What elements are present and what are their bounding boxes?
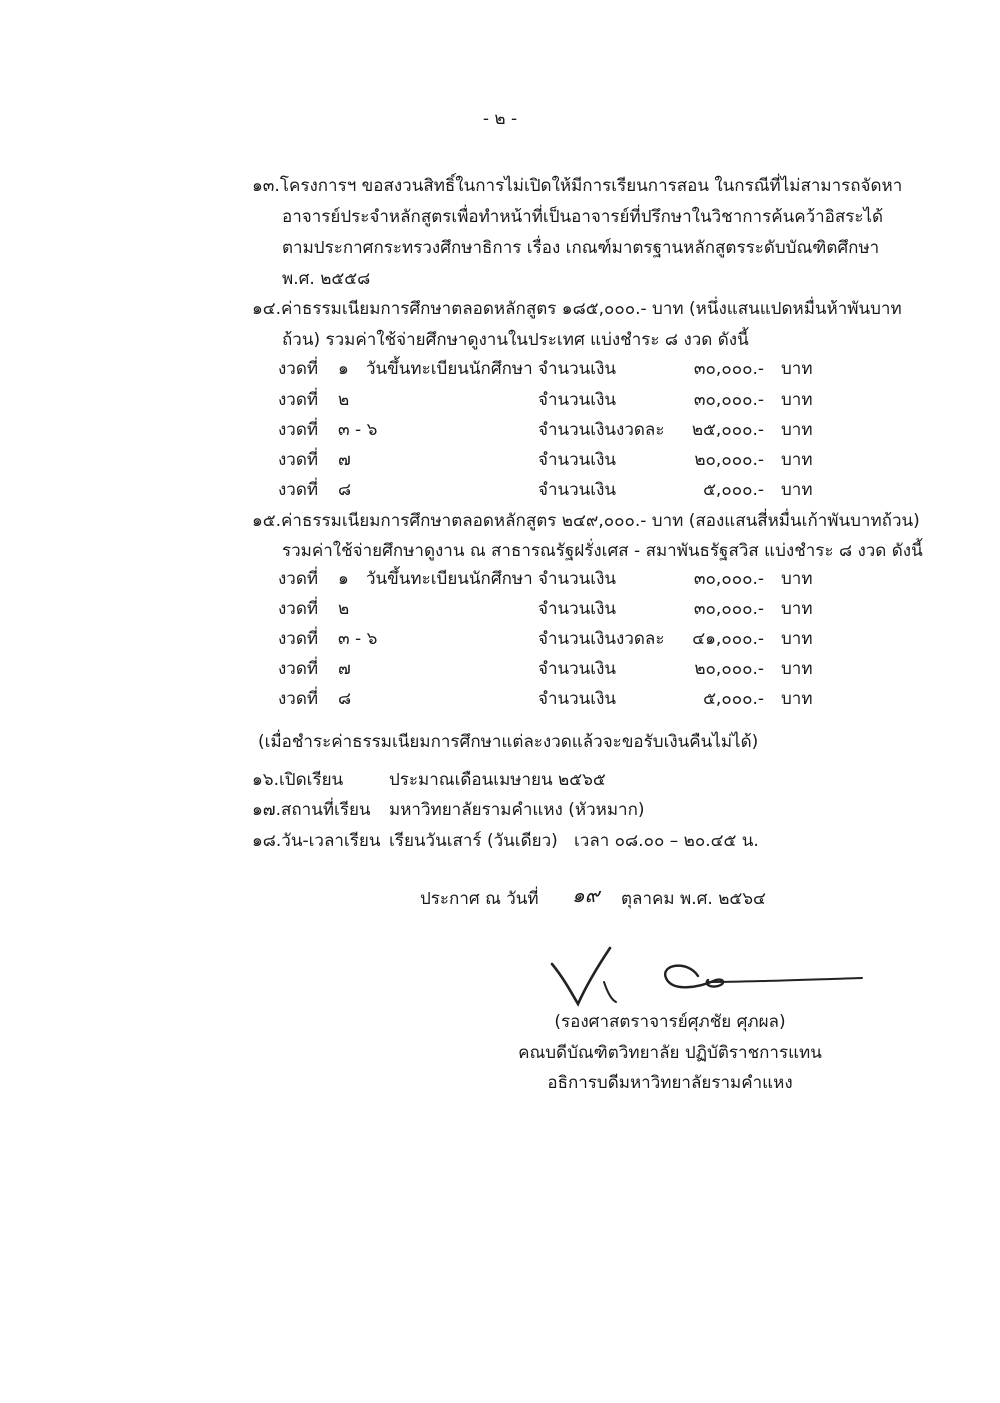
installment-label: งวดที่ [278, 569, 319, 589]
installment-label: งวดที่ [278, 390, 319, 410]
installment-number: ๑ [338, 359, 349, 379]
amount-value: ๔๑,๐๐๐.- [692, 629, 764, 649]
amount-label: จำนวนเงิน [538, 659, 617, 679]
amount-unit: บาท [781, 420, 813, 440]
item13-line-1: ๑๓.โครงการฯ ขอสงวนสิทธิ์ในการไม่เปิดให้มีการเรียนการสอน ในกรณีที่ไม่สามารถจัดหา [252, 176, 903, 196]
signatory-position-2: อธิการบดีมหาวิทยาลัยรามคำแหง [547, 1073, 793, 1093]
amount-value: ๒๐,๐๐๐.- [694, 450, 764, 470]
amount-value: ๕,๐๐๐.- [703, 689, 764, 709]
detail-key-location: ๑๗.สถานที่เรียน [252, 800, 371, 820]
installment-number: ๘ [338, 480, 352, 500]
page-number: - ๒ - [482, 109, 518, 129]
installment-description: วันขึ้นทะเบียนนักศึกษา [366, 359, 533, 379]
amount-unit: บาท [781, 390, 813, 410]
signatory-name: (รองศาสตราจารย์ศุภชัย ศุภผล) [554, 1012, 786, 1032]
installment-label: งวดที่ [278, 359, 319, 379]
amount-value: ๓๐,๐๐๐.- [693, 359, 764, 379]
amount-unit: บาท [781, 629, 813, 649]
installment-description: วันขึ้นทะเบียนนักศึกษา [366, 569, 533, 589]
installment-number: ๓ - ๖ [338, 420, 378, 440]
item15-line-2: รวมค่าใช้จ่ายศึกษาดูงาน ณ สาธารณรัฐฝรั่งเศส - สมาพันธรัฐสวิส แบ่งชำระ ๘ งวด ดังนี้ [282, 541, 923, 561]
signature-image [548, 942, 868, 1012]
announcement-prefix: ประกาศ ณ วันที่ [420, 889, 539, 909]
detail-value-schedule: เรียนวันเสาร์ (วันเดียว) เวลา ๐๘.๐๐ – ๒๐.๔๕ น. [389, 831, 759, 851]
installment-number: ๒ [338, 599, 350, 619]
detail-key-start: ๑๖.เปิดเรียน [252, 770, 344, 790]
amount-label: จำนวนเงิน [538, 599, 617, 619]
installment-number: ๗ [338, 659, 351, 679]
item13-line-4: พ.ศ. ๒๕๕๘ [282, 269, 371, 289]
installment-label: งวดที่ [278, 659, 319, 679]
refund-note: (เมื่อชำระค่าธรรมเนียมการศึกษาแต่ละงวดแล้วจะขอรับเงินคืนไม่ได้) [258, 732, 759, 752]
amount-label: จำนวนเงิน [538, 480, 617, 500]
item15-line-1: ๑๕.ค่าธรรมเนียมการศึกษาตลอดหลักสูตร ๒๔๙,๐๐๐.- บาท (สองแสนสี่หมื่นเก้าพันบาทถ้วน) [252, 511, 920, 531]
amount-unit: บาท [781, 480, 813, 500]
amount-value: ๒๐,๐๐๐.- [694, 659, 764, 679]
amount-unit: บาท [781, 359, 813, 379]
item14-line-2: ถ้วน) รวมค่าใช้จ่ายศึกษาดูงานในประเทศ แบ่งชำระ ๘ งวด ดังนี้ [282, 330, 749, 350]
detail-value-start: ประมาณเดือนเมษายน ๒๕๖๕ [389, 770, 606, 790]
detail-key-schedule: ๑๘.วัน-เวลาเรียน [252, 831, 381, 851]
installment-label: งวดที่ [278, 689, 319, 709]
item13-line-2: อาจารย์ประจำหลักสูตรเพื่อทำหน้าที่เป็นอาจารย์ที่ปรึกษาในวิชาการค้นคว้าอิสระได้ [282, 207, 884, 227]
amount-label: จำนวนเงินงวดละ [538, 420, 665, 440]
amount-unit: บาท [781, 659, 813, 679]
installment-number: ๑ [338, 569, 349, 589]
detail-value-location: มหาวิทยาลัยรามคำแหง (หัวหมาก) [389, 800, 645, 820]
installment-number: ๘ [338, 689, 352, 709]
installment-number: ๒ [338, 390, 350, 410]
amount-value: ๒๕,๐๐๐.- [691, 420, 764, 440]
amount-value: ๕,๐๐๐.- [703, 480, 764, 500]
installment-label: งวดที่ [278, 629, 319, 649]
amount-label: จำนวนเงิน [538, 569, 617, 589]
amount-label: จำนวนเงิน [538, 390, 617, 410]
installment-label: งวดที่ [278, 420, 319, 440]
amount-label: จำนวนเงิน [538, 359, 617, 379]
item14-line-1: ๑๔.ค่าธรรมเนียมการศึกษาตลอดหลักสูตร ๑๘๕,๐๐๐.- บาท (หนึ่งแสนแปดหมื่นห้าพันบาท [252, 299, 902, 319]
item13-line-3: ตามประกาศกระทรวงศึกษาธิการ เรื่อง เกณฑ์มาตรฐานหลักสูตรระดับบัณฑิตศึกษา [282, 238, 880, 258]
announcement-month-year: ตุลาคม พ.ศ. ๒๕๖๔ [621, 889, 766, 909]
amount-label: จำนวนเงินงวดละ [538, 629, 665, 649]
amount-value: ๓๐,๐๐๐.- [693, 599, 764, 619]
amount-unit: บาท [781, 569, 813, 589]
amount-label: จำนวนเงิน [538, 689, 617, 709]
installment-label: งวดที่ [278, 599, 319, 619]
amount-unit: บาท [781, 450, 813, 470]
announcement-day: ๑๙ [572, 883, 600, 907]
amount-unit: บาท [781, 689, 813, 709]
installment-label: งวดที่ [278, 450, 319, 470]
installment-number: ๗ [338, 450, 351, 470]
amount-unit: บาท [781, 599, 813, 619]
amount-value: ๓๐,๐๐๐.- [693, 390, 764, 410]
installment-label: งวดที่ [278, 480, 319, 500]
amount-value: ๓๐,๐๐๐.- [693, 569, 764, 589]
signatory-position-1: คณบดีบัณฑิตวิทยาลัย ปฏิบัติราชการแทน [518, 1043, 822, 1063]
installment-number: ๓ - ๖ [338, 629, 378, 649]
amount-label: จำนวนเงิน [538, 450, 617, 470]
